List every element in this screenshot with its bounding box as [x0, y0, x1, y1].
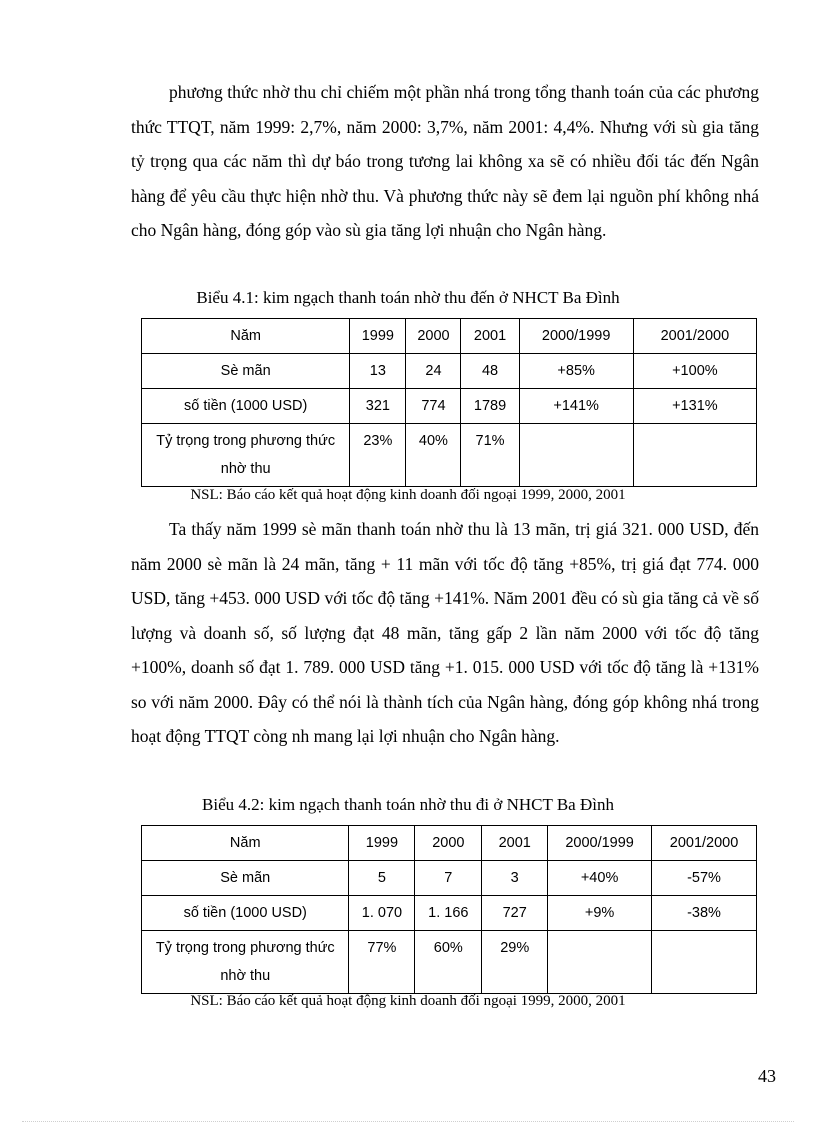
table-row — [142, 931, 757, 994]
table-cell — [652, 931, 757, 994]
table-header-cell: 2000 — [406, 319, 461, 354]
table2 — [141, 825, 757, 994]
paragraph-1: phương thức nhờ thu chỉ chiếm một phần nhá trong tổng thanh toán của các phương thức TTQT, năm 1999: 2,7%, năm 2000: 3,7%, năm 2001: 4,4%. Nhưng với sù gia tăng tỷ trọng qua các năm thì dự báo trong tương lai không xa sẽ có nhiều đối tác đến Ngân hàng để yêu cầu thực hiện nhờ thu. Và phương thức này sẽ đem lại nguồn phí không nhá cho Ngân hàng, đóng góp vào sù gia tăng lợi nhuận cho Ngân hàng. — [131, 82, 759, 240]
table-cell: -57% — [652, 861, 757, 896]
table1-header-row — [142, 319, 757, 354]
table-cell: 727 — [482, 896, 548, 931]
table-header-cell: Năm — [142, 319, 350, 354]
table-cell: 60% — [415, 931, 482, 994]
table-header-cell: 2001/2000 — [633, 319, 756, 354]
table-row — [142, 861, 757, 896]
table-cell: Sè mãn — [142, 354, 350, 389]
table-row — [142, 389, 757, 424]
table-cell — [519, 424, 633, 487]
table1 — [141, 318, 757, 487]
page-bottom-divider — [22, 1121, 794, 1122]
table-cell: 321 — [350, 389, 406, 424]
table-cell: 71% — [461, 424, 519, 487]
table-cell: +40% — [548, 861, 652, 896]
table-cell: +85% — [519, 354, 633, 389]
table-header-cell: 2001 — [461, 319, 519, 354]
table-cell: 24 — [406, 354, 461, 389]
table-cell: Sè mãn — [142, 861, 349, 896]
page-number: 43 — [758, 1066, 776, 1086]
table-cell: 1789 — [461, 389, 519, 424]
table-cell: 1. 166 — [415, 896, 482, 931]
table-header-cell: Năm — [142, 826, 349, 861]
table-row — [142, 896, 757, 931]
table-cell: Tỷ trọng trong phương thức nhờ thu — [142, 931, 349, 994]
table-header-cell: 2000/1999 — [548, 826, 652, 861]
table-header-cell: 2001/2000 — [652, 826, 757, 861]
table-cell: 13 — [350, 354, 406, 389]
table-header-cell: 2000 — [415, 826, 482, 861]
table1-source: NSL: Báo cáo kết quả hoạt động kinh doanh đối ngoại 1999, 2000, 2001 — [190, 487, 626, 503]
table-cell: 7 — [415, 861, 482, 896]
table-cell: 40% — [406, 424, 461, 487]
table-header-cell: 2000/1999 — [519, 319, 633, 354]
table-header-cell: 1999 — [350, 319, 406, 354]
table-cell: số tiền (1000 USD) — [142, 896, 349, 931]
table-cell: 29% — [482, 931, 548, 994]
table2-source: NSL: Báo cáo kết quả hoạt động kinh doanh đối ngoại 1999, 2000, 2001 — [190, 993, 626, 1009]
table2-caption: Biểu 4.2: kim ngạch thanh toán nhờ thu đi ở NHCT Ba Đình — [202, 795, 614, 814]
table2-header-row — [142, 826, 757, 861]
table-cell: +9% — [548, 896, 652, 931]
table-row — [142, 424, 757, 487]
table-cell: 48 — [461, 354, 519, 389]
table-cell — [633, 424, 756, 487]
table-cell: số tiền (1000 USD) — [142, 389, 350, 424]
table-cell — [548, 931, 652, 994]
table-header-cell: 1999 — [349, 826, 415, 861]
table-cell: 774 — [406, 389, 461, 424]
table-cell: 1. 070 — [349, 896, 415, 931]
table-cell: +131% — [633, 389, 756, 424]
table-cell: 23% — [350, 424, 406, 487]
table1-caption: Biểu 4.1: kim ngạch thanh toán nhờ thu đến ở NHCT Ba Đình — [196, 288, 620, 307]
table-header-cell: 2001 — [482, 826, 548, 861]
table-cell: 3 — [482, 861, 548, 896]
table-row — [142, 354, 757, 389]
table-cell: +100% — [633, 354, 756, 389]
paragraph-2: Ta thấy năm 1999 sè mãn thanh toán nhờ thu là 13 mãn, trị giá 321. 000 USD, đến năm 2000 sè mãn là 24 mãn, tăng + 11 mãn với tốc độ tăng +85%, trị giá đạt 774. 000 USD, tăng +453. 000 USD với tốc độ tăng +141%. Năm 2001 đều có sù gia tăng cả về số lượng và doanh số, số lượng đạt 48 mãn, tăng gấp 2 lần năm 2000 với tốc độ tăng +100%, doanh số đạt 1. 789. 000 USD tăng +1. 015. 000 USD với tốc độ tăng là +131% so với năm 2000. Đây có thể nói là thành tích của Ngân hàng, đóng góp không nhá trong hoạt động TTQT còng nh mang lại lợi nhuận cho Ngân hàng. — [131, 519, 759, 746]
table-cell: 77% — [349, 931, 415, 994]
table-cell: +141% — [519, 389, 633, 424]
table-cell: Tỷ trọng trong phương thức nhờ thu — [142, 424, 350, 487]
table-cell: -38% — [652, 896, 757, 931]
table-cell: 5 — [349, 861, 415, 896]
